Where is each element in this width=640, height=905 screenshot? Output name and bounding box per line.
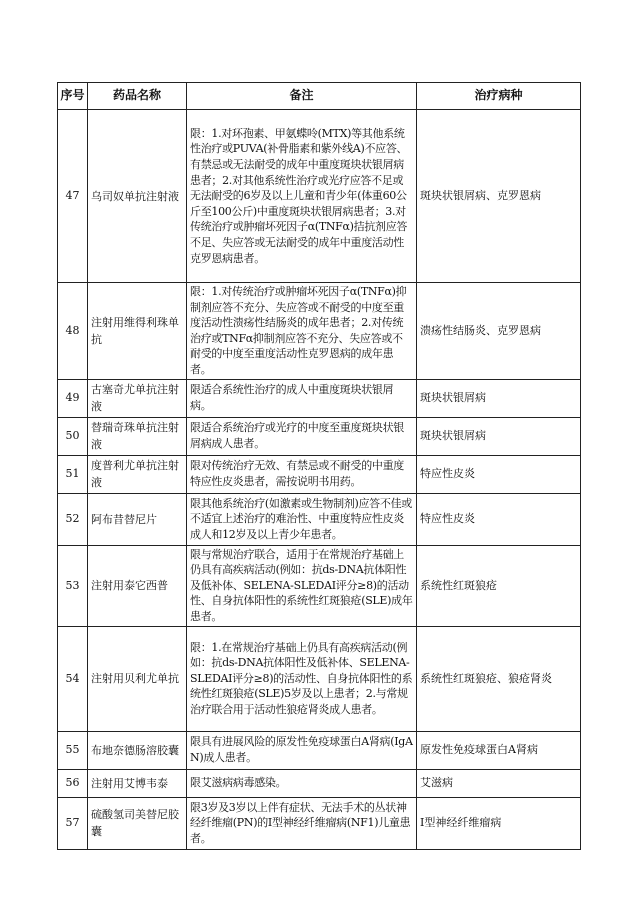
row-number: 54 bbox=[58, 626, 88, 731]
drug-table bbox=[57, 82, 581, 850]
header-remark: 备注 bbox=[187, 83, 417, 110]
drug-name: 硫酸氢司美替尼胶囊 bbox=[88, 797, 187, 849]
disease-text: 系统性红斑狼疮、狼疮肾炎 bbox=[417, 626, 581, 731]
drug-name: 注射用贝利尤单抗 bbox=[88, 626, 187, 731]
table-row bbox=[58, 417, 581, 455]
row-number: 50 bbox=[58, 417, 88, 455]
row-number: 52 bbox=[58, 493, 88, 545]
table-row bbox=[58, 283, 581, 380]
disease-text: 斑块状银屑病 bbox=[417, 379, 581, 417]
header-disease: 治疗病种 bbox=[417, 83, 581, 110]
header-row bbox=[58, 83, 581, 110]
header-drug-name: 药品名称 bbox=[88, 83, 187, 110]
drug-name: 阿布昔替尼片 bbox=[88, 493, 187, 545]
table-row bbox=[58, 493, 581, 545]
table-row bbox=[58, 545, 581, 626]
remark-text: 限3岁及3岁以上伴有症状、无法手术的丛状神经纤维瘤(PN)的I型神经纤维瘤病(NF1)儿童患者。 bbox=[187, 797, 417, 849]
disease-text: 斑块状银屑病 bbox=[417, 417, 581, 455]
disease-text: 溃疡性结肠炎、克罗恩病 bbox=[417, 283, 581, 380]
disease-text: 艾滋病 bbox=[417, 769, 581, 797]
drug-name: 注射用艾博韦泰 bbox=[88, 769, 187, 797]
row-number: 51 bbox=[58, 455, 88, 493]
table-row bbox=[58, 769, 581, 797]
disease-text: 斑块状银屑病、克罗恩病 bbox=[417, 110, 581, 283]
drug-name: 布地奈德肠溶胶囊 bbox=[88, 731, 187, 769]
remark-text: 限：1.在常规治疗基础上仍具有高疾病活动(例如：抗ds-DNA抗体阳性及低补体、SELENA-SLEDAI评分≥8)的活动性、自身抗体阳性的系统性红斑狼疮(SLE)5岁及以上患者；2.与常规治疗联合用于活动性狼疮肾炎成人患者。 bbox=[187, 626, 417, 731]
table-row bbox=[58, 797, 581, 849]
drug-name: 注射用泰它西普 bbox=[88, 545, 187, 626]
table-row bbox=[58, 110, 581, 283]
row-number: 53 bbox=[58, 545, 88, 626]
drug-name: 古塞奇尤单抗注射液 bbox=[88, 379, 187, 417]
table-row bbox=[58, 379, 581, 417]
disease-text: 特应性皮炎 bbox=[417, 493, 581, 545]
remark-text: 限其他系统治疗(如激素或生物制剂)应答不佳或不适宜上述治疗的难治性、中重度特应性皮炎成人和12岁及以上青少年患者。 bbox=[187, 493, 417, 545]
row-number: 55 bbox=[58, 731, 88, 769]
table-body bbox=[58, 110, 581, 850]
table-header bbox=[58, 83, 581, 110]
disease-text: 原发性免疫球蛋白A肾病 bbox=[417, 731, 581, 769]
remark-text: 限艾滋病病毒感染。 bbox=[187, 769, 417, 797]
remark-text: 限具有进展风险的原发性免疫球蛋白A肾病(IgAN)成人患者。 bbox=[187, 731, 417, 769]
drug-name: 注射用维得利珠单抗 bbox=[88, 283, 187, 380]
remark-text: 限适合系统治疗或光疗的中度至重度斑块状银屑病成人患者。 bbox=[187, 417, 417, 455]
row-number: 57 bbox=[58, 797, 88, 849]
row-number: 48 bbox=[58, 283, 88, 380]
row-number: 47 bbox=[58, 110, 88, 283]
remark-text: 限对传统治疗无效、有禁忌或不耐受的中重度特应性皮炎患者，需按说明书用药。 bbox=[187, 455, 417, 493]
table-row bbox=[58, 731, 581, 769]
drug-name: 替瑞奇珠单抗注射液 bbox=[88, 417, 187, 455]
disease-text: I型神经纤维瘤病 bbox=[417, 797, 581, 849]
row-number: 49 bbox=[58, 379, 88, 417]
disease-text: 特应性皮炎 bbox=[417, 455, 581, 493]
remark-text: 限：1.对环孢素、甲氨蝶呤(MTX)等其他系统性治疗或PUVA(补骨脂素和紫外线A)不应答、有禁忌或无法耐受的成年中重度斑块状银屑病患者；2.对其他系统性治疗或光疗应答不足或无法耐受的6岁及以上儿童和青少年(体重60公斤至100公斤)中重度斑块状银屑病患者；3.对传统治疗或肿瘤坏死因子α(TNFα)拮抗剂应答不足、失应答或无法耐受的成年中重度活动性克罗恩病患者。 bbox=[187, 110, 417, 283]
remark-text: 限适合系统性治疗的成人中重度斑块状银屑病。 bbox=[187, 379, 417, 417]
table-row bbox=[58, 626, 581, 731]
disease-text: 系统性红斑狼疮 bbox=[417, 545, 581, 626]
drug-name: 度普利尤单抗注射液 bbox=[88, 455, 187, 493]
remark-text: 限与常规治疗联合，适用于在常规治疗基础上仍具有高疾病活动(例如：抗ds-DNA抗体阳性及低补体、SELENA-SLEDAI评分≥8)的活动性、自身抗体阳性的系统性红斑狼疮(SLE)成年患者。 bbox=[187, 545, 417, 626]
table-row bbox=[58, 455, 581, 493]
remark-text: 限：1.对传统治疗或肿瘤坏死因子α(TNFα)抑制剂应答不充分、失应答或不耐受的中度至重度活动性溃疡性结肠炎的成年患者；2.对传统治疗或TNFα抑制剂应答不充分、失应答或不耐受的中度至重度活动性克罗恩病的成年患者。 bbox=[187, 283, 417, 380]
row-number: 56 bbox=[58, 769, 88, 797]
header-no: 序号 bbox=[58, 83, 88, 110]
drug-name: 乌司奴单抗注射液 bbox=[88, 110, 187, 283]
